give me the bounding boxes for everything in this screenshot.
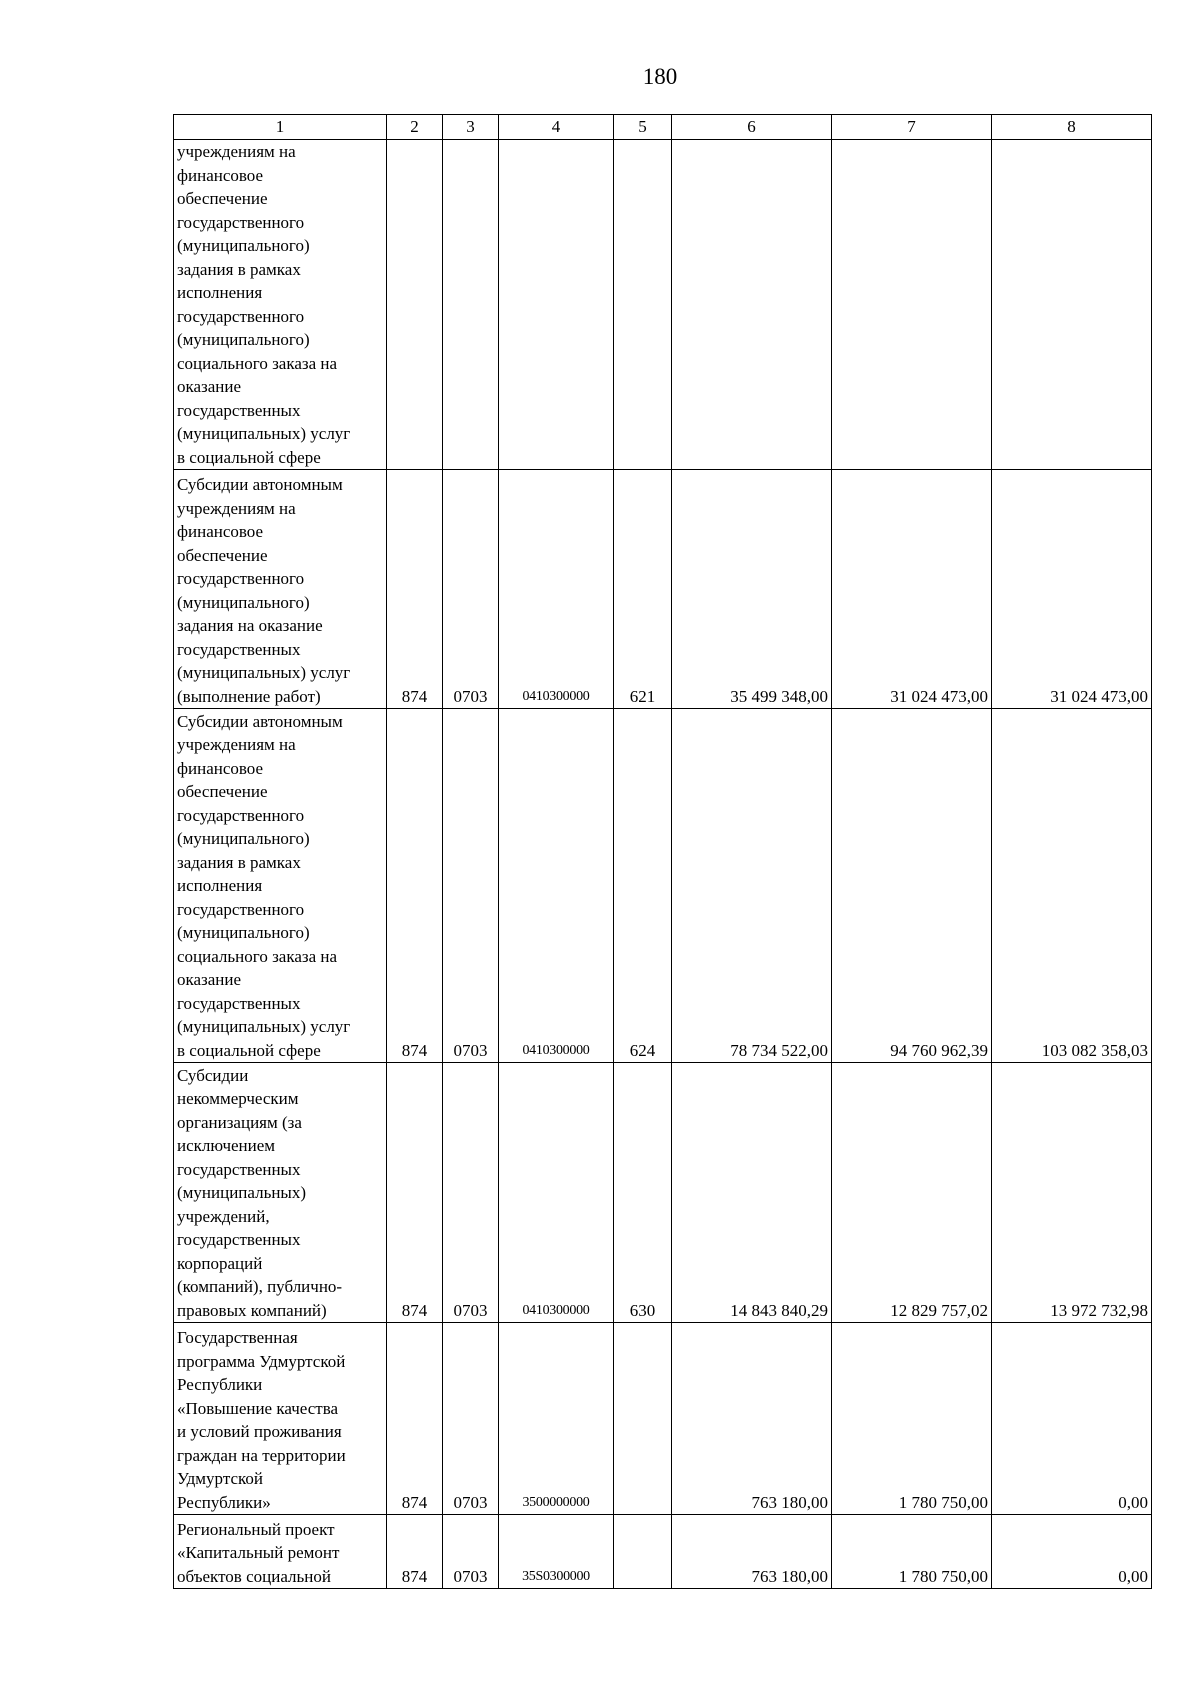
header-col-5: 5 xyxy=(614,115,672,140)
row-year1-amount: 35 499 348,00 xyxy=(672,470,832,709)
row-year3-amount: 103 082 358,03 xyxy=(992,709,1152,1063)
row-year3-amount: 13 972 732,98 xyxy=(992,1063,1152,1323)
row-csr: 0410300000 xyxy=(499,1063,614,1323)
row-name-text: Региональный проект «Капитальный ремонт объектов социальной xyxy=(177,1519,340,1586)
row-year3-amount: 31 024 473,00 xyxy=(992,470,1152,709)
row-rz: 0703 xyxy=(443,1063,499,1323)
row-grs: 874 xyxy=(387,1063,443,1323)
row-name xyxy=(174,1515,387,1589)
row-year1-amount: 763 180,00 xyxy=(672,1515,832,1589)
header-col-8: 8 xyxy=(992,115,1152,140)
row-csr: 0410300000 xyxy=(499,709,614,1063)
row-rz: 0703 xyxy=(443,1515,499,1589)
row-year2-amount: 1 780 750,00 xyxy=(832,1515,992,1589)
row-year1-amount: 14 843 840,29 xyxy=(672,1063,832,1323)
row-name xyxy=(174,1323,387,1515)
row-rz: 0703 xyxy=(443,709,499,1063)
table-row xyxy=(174,140,1152,470)
row-year2-amount xyxy=(832,140,992,470)
header-col-6: 6 xyxy=(672,115,832,140)
table-header-row xyxy=(174,115,1152,140)
row-grs: 874 xyxy=(387,709,443,1063)
row-name xyxy=(174,470,387,709)
row-grs: 874 xyxy=(387,470,443,709)
row-csr xyxy=(499,140,614,470)
table-row xyxy=(174,1323,1152,1515)
row-year3-amount: 0,00 xyxy=(992,1515,1152,1589)
row-grs: 874 xyxy=(387,1515,443,1589)
row-vr xyxy=(614,140,672,470)
row-year1-amount xyxy=(672,140,832,470)
header-col-2: 2 xyxy=(387,115,443,140)
table-row xyxy=(174,470,1152,709)
header-col-3: 3 xyxy=(443,115,499,140)
row-year3-amount: 0,00 xyxy=(992,1323,1152,1515)
row-vr: 621 xyxy=(614,470,672,709)
row-csr: 35S0300000 xyxy=(499,1515,614,1589)
header-col-1: 1 xyxy=(174,115,387,140)
row-csr: 0410300000 xyxy=(499,470,614,709)
row-name xyxy=(174,1063,387,1323)
row-vr: 624 xyxy=(614,709,672,1063)
row-csr: 3500000000 xyxy=(499,1323,614,1515)
header-col-4: 4 xyxy=(499,115,614,140)
page-number: 180 xyxy=(642,64,678,89)
table-row xyxy=(174,1063,1152,1323)
row-name xyxy=(174,140,387,470)
row-year2-amount: 31 024 473,00 xyxy=(832,470,992,709)
row-year3-amount xyxy=(992,140,1152,470)
row-rz: 0703 xyxy=(443,1323,499,1515)
row-vr xyxy=(614,1323,672,1515)
row-vr: 630 xyxy=(614,1063,672,1323)
row-rz: 0703 xyxy=(443,470,499,709)
row-vr xyxy=(614,1515,672,1589)
row-name-text: Субсидии автономным учреждениям на финансовое обеспечение государственного (муниципального) задания на оказание государственных (муниципальных) услуг (выполнение работ) xyxy=(177,475,351,706)
row-year2-amount: 12 829 757,02 xyxy=(832,1063,992,1323)
table-row xyxy=(174,1515,1152,1589)
row-year2-amount: 94 760 962,39 xyxy=(832,709,992,1063)
row-name-text: Субсидии автономным учреждениям на финансовое обеспечение государственного (муниципального) задания в рамках исполнения государственного (муниципального) социального заказа на оказание государственных (муниципальных) услуг в социальной сфере xyxy=(177,711,351,1060)
table-row xyxy=(174,709,1152,1063)
row-grs xyxy=(387,140,443,470)
row-name-text: учреждениям на финансовое обеспечение государственного (муниципального) задания в рамках исполнения государственного (муниципального) социального заказа на оказание государственных (муниципальных) услуг в социальной сфере xyxy=(177,142,351,467)
row-year1-amount: 763 180,00 xyxy=(672,1323,832,1515)
row-rz xyxy=(443,140,499,470)
row-grs: 874 xyxy=(387,1323,443,1515)
row-name-text: Субсидии некоммерческим организациям (за исключением государственных (муниципальных) учреждений, государственных корпораций (компаний), публично- правовых компаний) xyxy=(177,1065,343,1320)
row-name-text: Государственная программа Удмуртской Республики «Повышение качества и условий проживания граждан на территории Удмуртской Республики» xyxy=(177,1328,346,1512)
row-year1-amount: 78 734 522,00 xyxy=(672,709,832,1063)
row-name xyxy=(174,709,387,1063)
row-year2-amount: 1 780 750,00 xyxy=(832,1323,992,1515)
header-col-7: 7 xyxy=(832,115,992,140)
budget-table xyxy=(173,114,1152,1589)
